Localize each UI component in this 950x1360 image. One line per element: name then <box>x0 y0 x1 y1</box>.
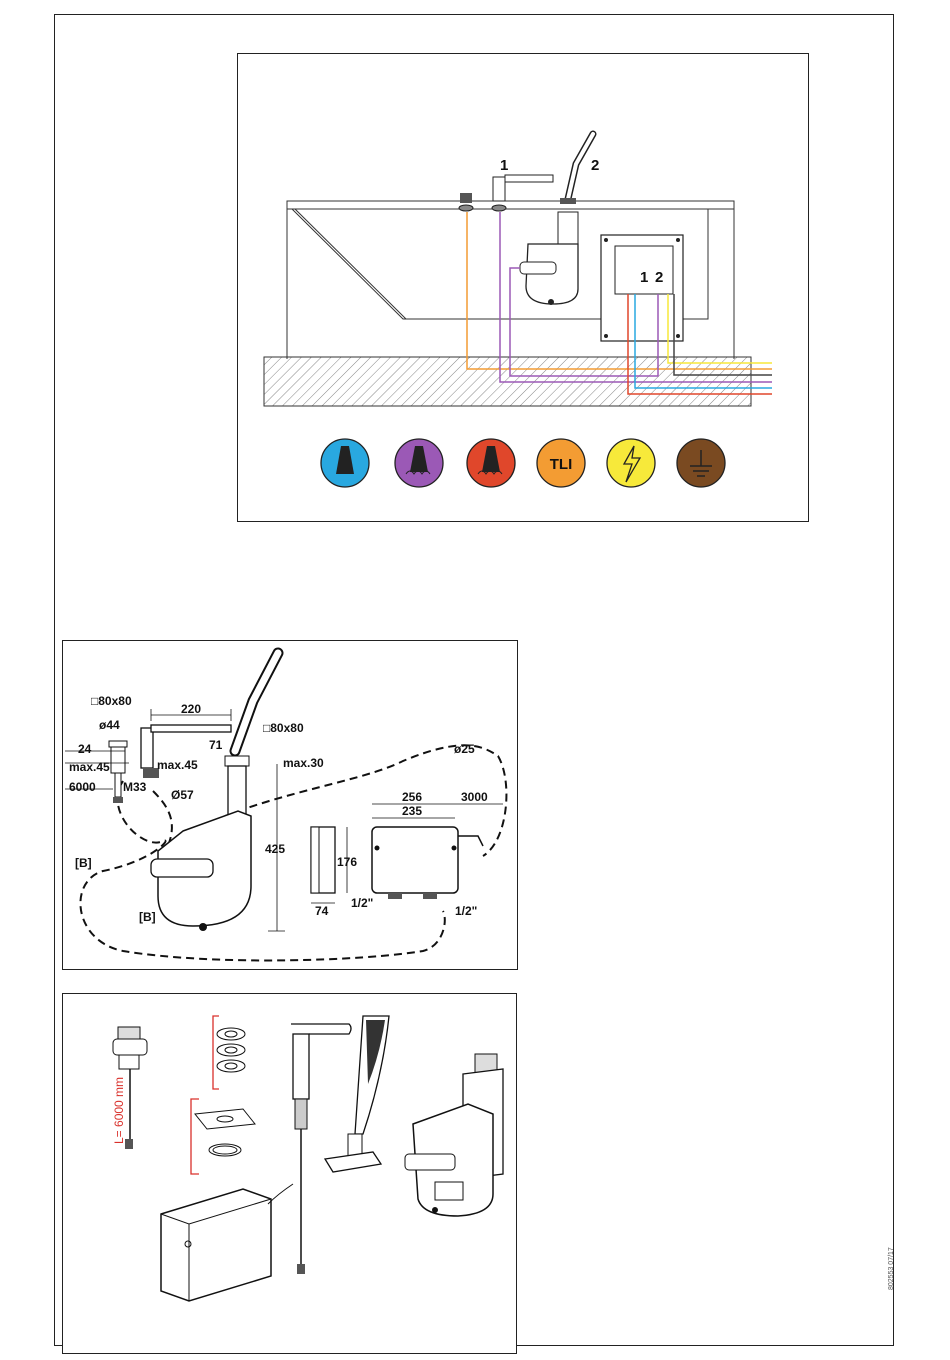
dim-d44: ø44 <box>99 718 120 732</box>
box-side-view <box>311 827 335 893</box>
dim-max45-left: max.45 <box>69 760 110 774</box>
dim-b1: [B] <box>75 856 92 870</box>
box-front-view <box>372 827 483 899</box>
label-1: 1 <box>500 157 509 174</box>
document-reference: 802553 07/17 <box>888 1247 895 1290</box>
dim-220: 220 <box>181 702 202 716</box>
dim-176: 176 <box>337 855 358 869</box>
dimension-drawing <box>63 641 517 969</box>
dimension-lines <box>65 709 503 931</box>
mixed-water-icon <box>395 439 443 487</box>
tli-icon <box>537 439 585 487</box>
power-icon <box>607 439 655 487</box>
dim-6000: 6000 <box>69 780 96 794</box>
tli-text: TLI <box>549 456 573 473</box>
dim-half-left: 1/2" <box>351 896 374 910</box>
hot-water-icon <box>467 439 515 487</box>
washer-set-part <box>213 1016 245 1089</box>
parts-panel <box>62 993 517 1354</box>
installation-panel <box>237 53 809 522</box>
label-2: 2 <box>591 157 600 174</box>
control-box <box>601 235 683 341</box>
dim-71: 71 <box>209 738 223 752</box>
dim-235: 235 <box>402 804 423 818</box>
box-label-2: 2 <box>655 269 664 286</box>
hand-shower <box>560 134 593 204</box>
cold-water-icon <box>321 439 369 487</box>
lever-part <box>291 1024 351 1274</box>
ground-icon <box>677 439 725 487</box>
mixer-body <box>520 212 578 305</box>
control-box-part <box>161 1184 293 1301</box>
dim-max30: max.30 <box>283 756 324 770</box>
dim-b2: [B] <box>139 910 156 924</box>
dim-256: 256 <box>402 790 423 804</box>
dim-d57: Ø57 <box>171 788 194 802</box>
cable-length-label: L= 6000 mm <box>112 1076 126 1144</box>
dim-half-right: 1/2" <box>455 904 478 918</box>
dim-3000: 3000 <box>461 790 488 804</box>
spout-fitting <box>459 193 473 211</box>
dimensions-panel <box>62 640 518 970</box>
dim-425: 425 <box>265 842 286 856</box>
parts-drawing <box>63 994 516 1353</box>
hand-shower-part <box>325 1016 389 1172</box>
dim-m33: M33 <box>123 780 147 794</box>
installation-diagram <box>238 54 808 521</box>
dim-sq80-right: □80x80 <box>263 721 304 735</box>
dim-74: 74 <box>315 904 329 918</box>
dim-max45-right: max.45 <box>157 758 198 772</box>
dim-24: 24 <box>78 742 92 756</box>
mixer-body-part <box>405 1054 503 1216</box>
box-label-1: 1 <box>640 269 649 286</box>
dim-sq80-left: □80x80 <box>91 694 132 708</box>
dim-d25: ø25 <box>454 742 475 756</box>
mounting-plate-part <box>191 1099 255 1174</box>
